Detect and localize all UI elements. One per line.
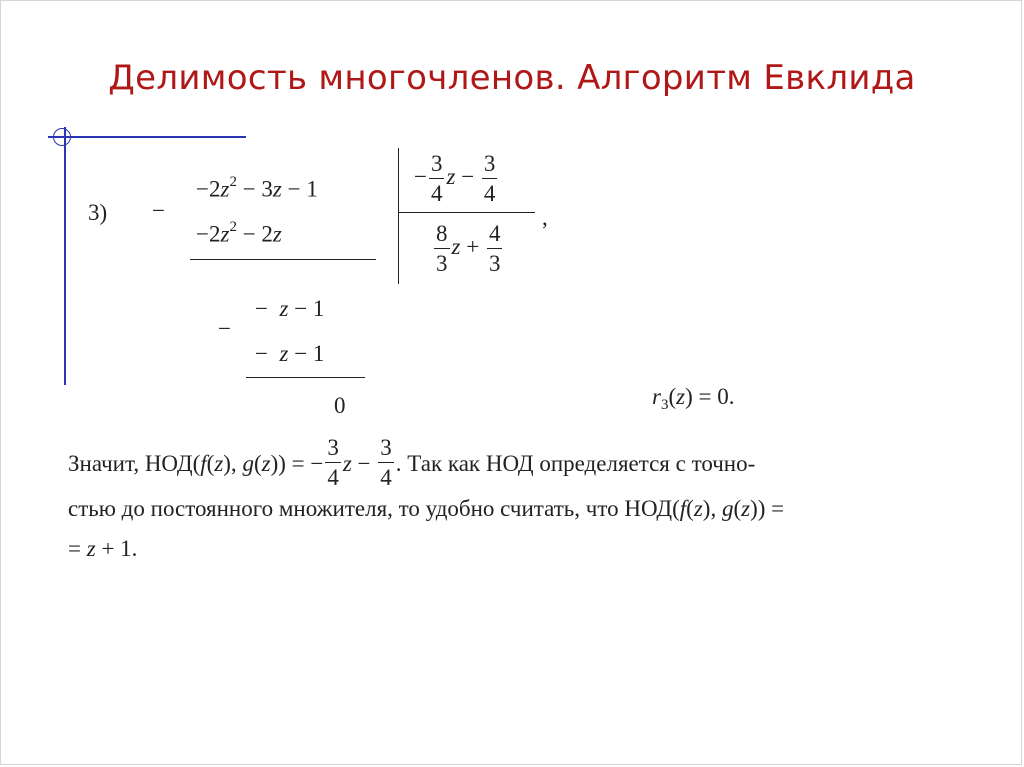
division-minus-sign: − — [152, 198, 165, 223]
conclusion-line-1: Значит, НОД(f(z), g(z)) = − $\frac{3}{4}$ z − $\frac{3}{4}$ . Так как НОД определяется с точно- — [68, 435, 756, 490]
conclusion-line-3: = z + 1. — [68, 536, 138, 561]
final-remainder: 0 — [334, 393, 346, 418]
division-bracket-horizontal — [398, 212, 535, 213]
remainder-1: − z − 1 — [255, 296, 325, 321]
division-bracket-vertical — [398, 148, 399, 284]
subtracted-line-1: $-2z^2 - 2z$ — [196, 219, 282, 247]
dividend: $-2z^2 - 3z - 1$ — [196, 174, 318, 202]
quotient: $\frac{8}{3}$ z + $\frac{4}{3}$ — [436, 221, 501, 276]
trailing-comma: , — [542, 205, 548, 230]
margin-guide-horizontal — [48, 136, 246, 138]
margin-guide-vertical — [64, 127, 66, 385]
margin-guide-marker — [53, 128, 71, 146]
division-minus-sign-2: − — [218, 316, 231, 341]
item-label: 3) — [88, 200, 108, 225]
subtraction-rule-1 — [190, 259, 376, 260]
subtracted-line-2: − z − 1 — [255, 341, 325, 366]
divisor: − $\frac{3}{4}$ z − $\frac{3}{4}$ — [414, 151, 496, 206]
conclusion-paragraph — [68, 435, 980, 569]
slide-title: Делимость многочленов. Алгоритм Евклида — [108, 58, 916, 98]
conclusion-line-2: стью до постоянного множителя, то удобно считать, что НОД(f(z), g(z)) = — [68, 496, 785, 521]
remainder-statement: $r_3(z) = 0$. — [652, 384, 735, 413]
subtraction-rule-2 — [246, 377, 365, 378]
